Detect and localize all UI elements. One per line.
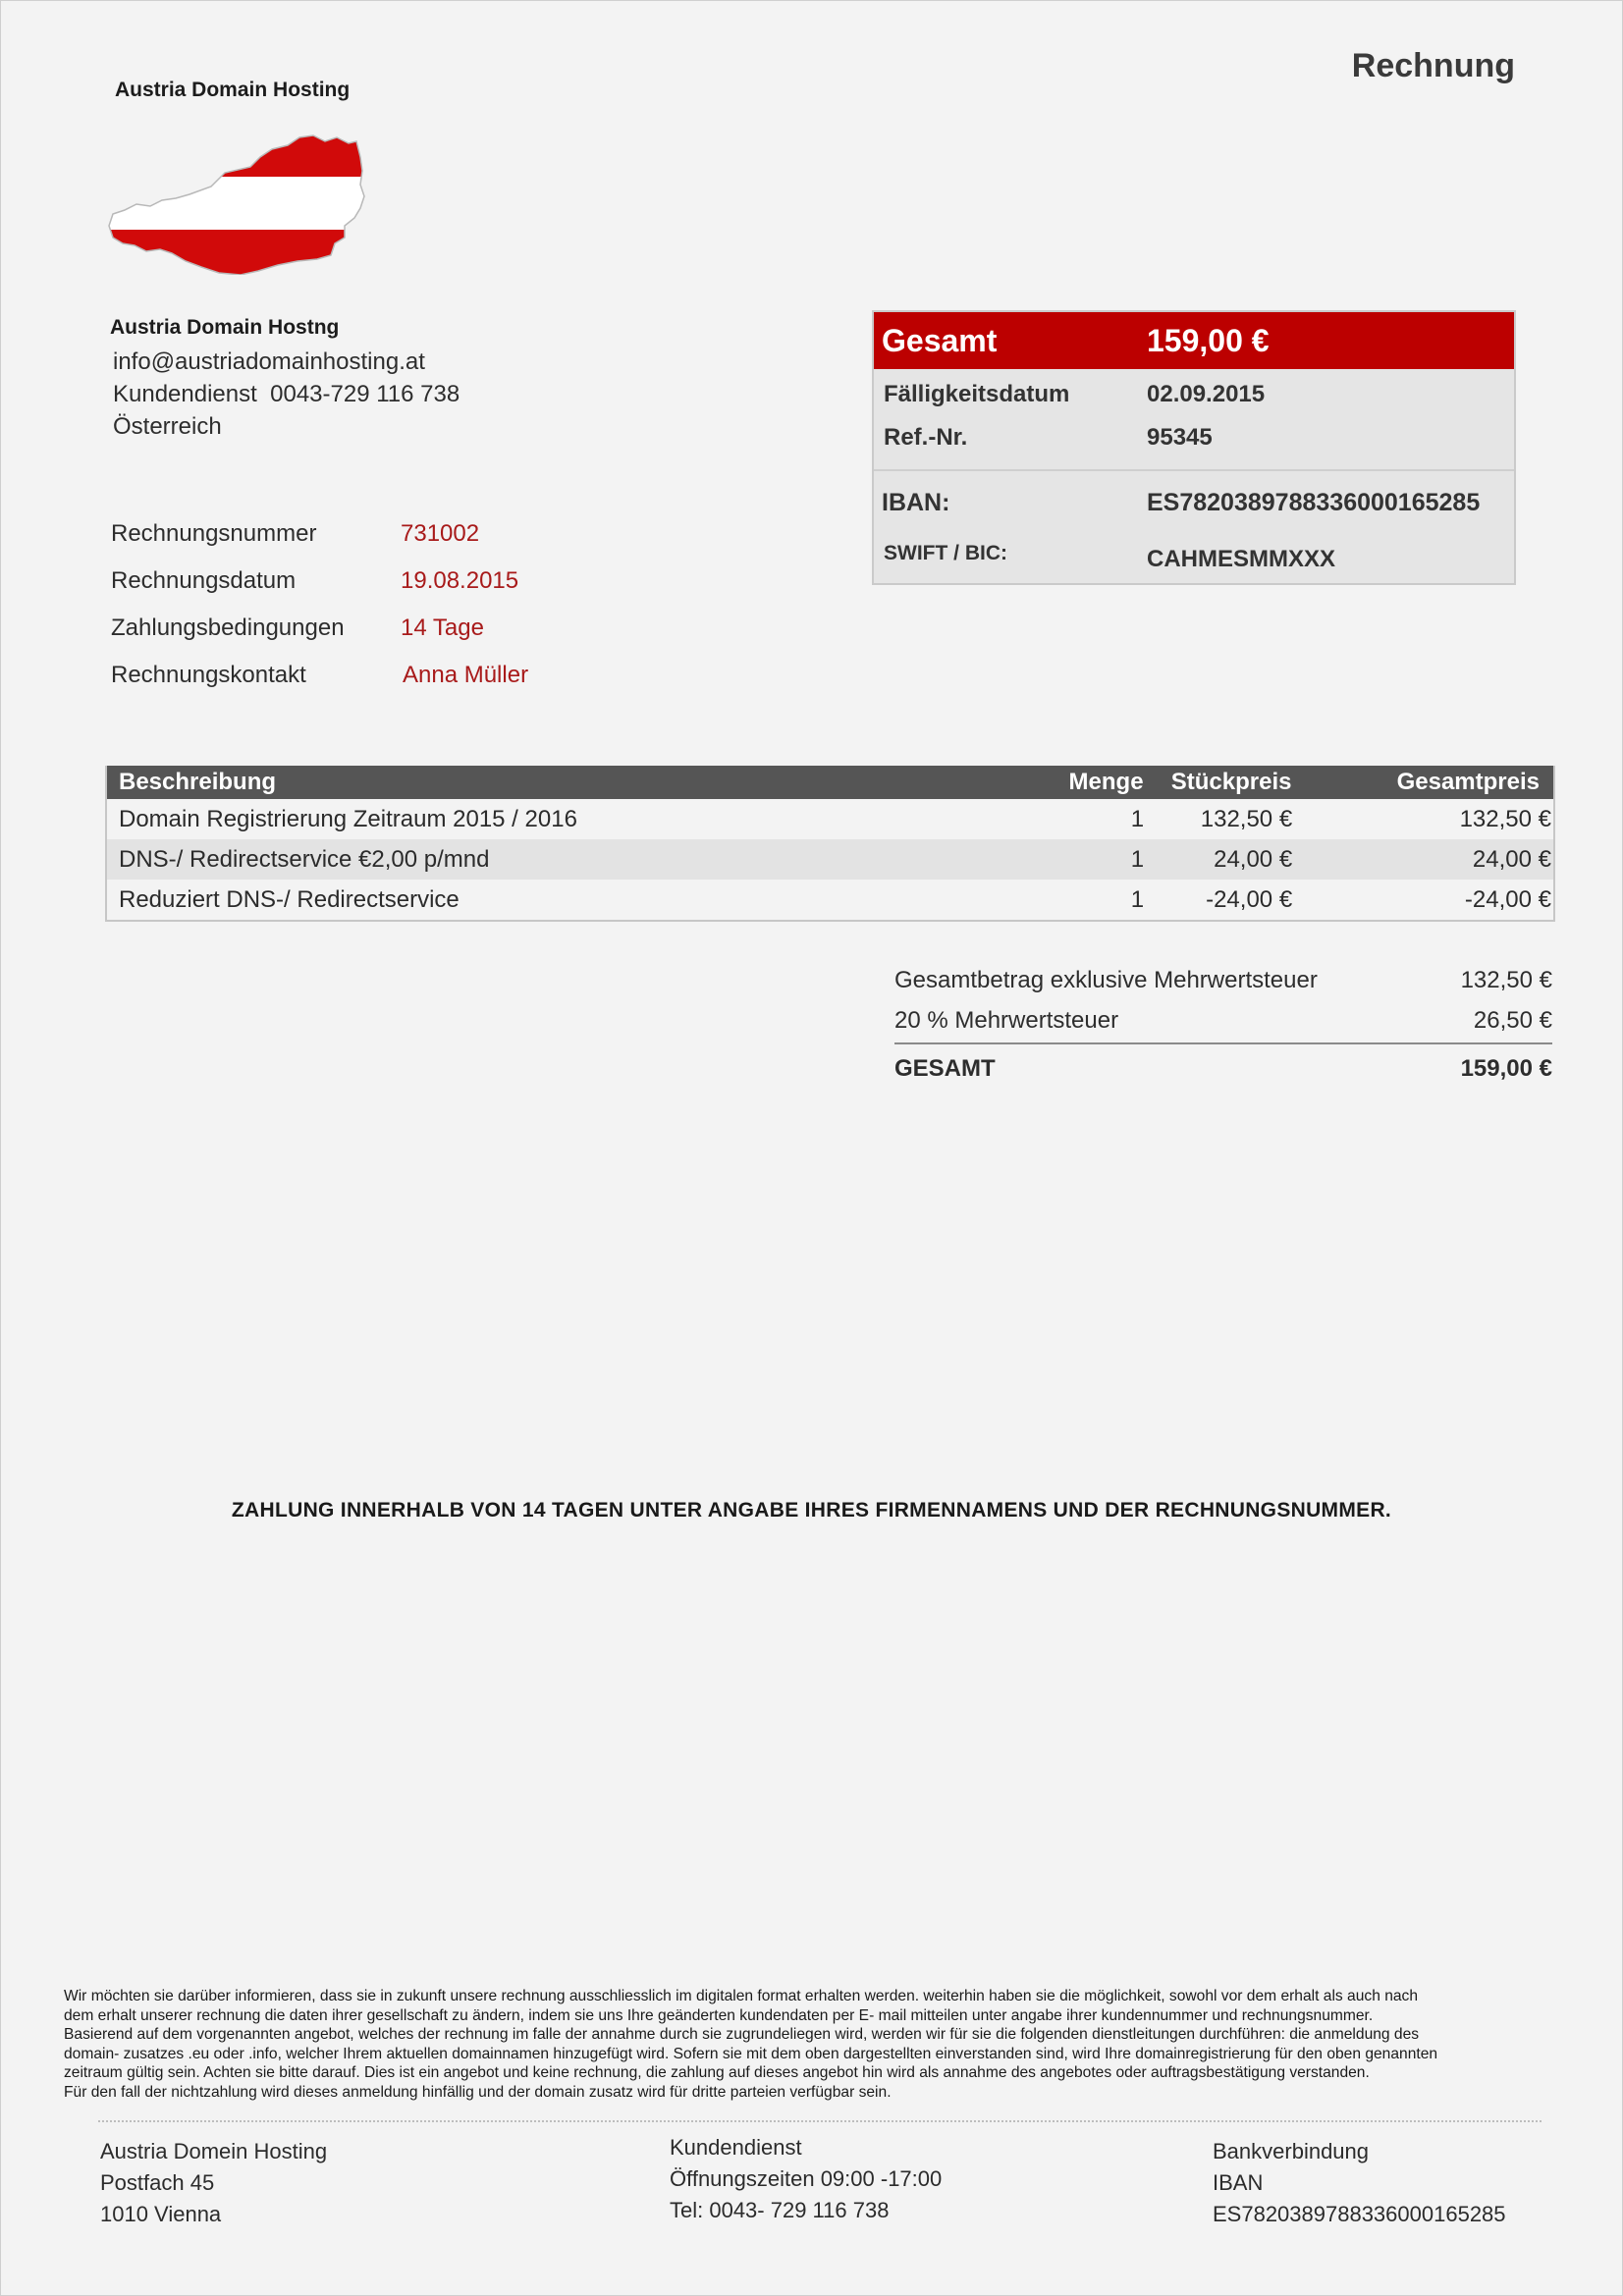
- cell-unit-price: 132,50 €: [1200, 805, 1293, 832]
- summary-due-row: [874, 381, 1514, 424]
- meta-label: Rechnungsnummer: [111, 520, 317, 547]
- header-description: Beschreibung: [119, 769, 277, 795]
- meta-value: Anna Müller: [403, 662, 529, 688]
- totals-grand-label: GESAMT: [894, 1054, 996, 1082]
- footer-bank-iban-value: ES7820389788336000165285: [1213, 2202, 1506, 2226]
- cell-total: -24,00 €: [1464, 885, 1551, 913]
- meta-row-invoice-number: [111, 520, 528, 567]
- austria-flag-map-logo: [103, 128, 368, 275]
- footer-service-phone: Tel: 0043- 729 116 738: [670, 2198, 890, 2222]
- logo-company-name: Austria Domain Hosting: [115, 79, 351, 101]
- totals-net-row: [894, 960, 1552, 1000]
- cell-total: 132,50 €: [1459, 805, 1551, 832]
- disclaimer-line: Basierend auf dem vorgenannten angebot, welches der rechnung im falle der annahme durch sie zugrundeliegen wird, werden wir für sie die folgenden dienstleitungen durchführen: die anmeldung des: [64, 2026, 1420, 2043]
- meta-value: 14 Tage: [401, 614, 484, 641]
- table-row: [107, 880, 1553, 920]
- totals-divider: [894, 1042, 1552, 1044]
- disclaimer-line: Wir möchten sie darüber informieren, dass sie in zukunft unsere rechnung ausschliesslich im digitalen format erhalten werden. weiterhin haben sie die möglichkeit, sowohl vor dem erhalt als auch nach: [64, 1988, 1419, 2004]
- disclaimer-line: dem erhalt unserer rechnung die daten ihrer gesellschaft zu ändern, indem sie uns Ihre geänderten kundendaten per E- mail mitteilen unter angabe ihrer kundennummer und rechnungsnummer.: [64, 2006, 1374, 2024]
- summary-due-label: Fälligkeitsdatum: [884, 381, 1070, 407]
- footer-company-city: 1010 Vienna: [100, 2202, 222, 2226]
- totals-vat-row: [894, 1000, 1552, 1041]
- totals-grand-row: [894, 1048, 1552, 1089]
- invoice-meta: [111, 520, 528, 709]
- footer-company-name: Austria Domein Hosting: [100, 2139, 328, 2163]
- header-total: Gesamtpreis: [1396, 769, 1540, 795]
- cell-total: 24,00 €: [1472, 845, 1551, 873]
- summary-iban-label: IBAN:: [882, 489, 950, 516]
- summary-due-value: 02.09.2015: [1147, 381, 1266, 407]
- cell-description: Reduziert DNS-/ Redirectservice: [119, 885, 460, 913]
- meta-row-contact: [111, 662, 528, 709]
- summary-ref-label: Ref.-Nr.: [884, 424, 968, 451]
- meta-row-invoice-date: [111, 567, 528, 614]
- document-title: Rechnung: [1351, 47, 1515, 84]
- totals-block: [894, 960, 1552, 1089]
- meta-value: 19.08.2015: [401, 567, 519, 594]
- payment-note: ZAHLUNG INNERHALB VON 14 TAGEN UNTER ANGABE IHRES FIRMENNAMENS UND DER RECHNUNGSNUMMER.: [231, 1499, 1392, 1522]
- totals-vat-label: 20 % Mehrwertsteuer: [894, 1006, 1119, 1034]
- summary-total-value: 159,00 €: [1147, 322, 1270, 358]
- footer-bank-title: Bankverbindung: [1213, 2139, 1370, 2163]
- sender-name: Austria Domain Hostng: [110, 316, 340, 339]
- footer-service-hours: Öffnungszeiten 09:00 -17:00: [670, 2166, 943, 2191]
- cell-description: Domain Registrierung Zeitraum 2015 / 2016: [119, 805, 577, 832]
- disclaimer-line: zeitraum gültig sein. Achten sie bitte darauf. Dies ist ein angebot und keine rechnung, die zahlung auf dieses angebot hin wird als annahme des angebotes oder auftragsbestätigung verstanden.: [64, 2064, 1370, 2081]
- summary-iban-row: [874, 489, 1514, 542]
- summary-swift-value: CAHMESMMXXX: [1147, 546, 1336, 572]
- totals-vat-value: 26,50 €: [1473, 1006, 1552, 1034]
- table-row: [107, 799, 1553, 839]
- summary-swift-label: SWIFT / BIC:: [884, 542, 1007, 564]
- footer-service-title: Kundendienst: [670, 2135, 802, 2160]
- table-header: [107, 766, 1553, 799]
- meta-row-payment-terms: [111, 614, 528, 662]
- disclaimer-line: domain- zusatzes .eu oder .info, welcher Ihrem aktuellen domainnamen hinzugefügt wird. Sofern sie mit dem oben dargestellten einverstanden sind, wird Ihre domainregistrierung für den oben genannten: [64, 2045, 1438, 2062]
- meta-value: 731002: [401, 520, 480, 547]
- sender-service-line: Kundendienst 0043-729 116 738: [113, 381, 460, 407]
- sender-country: Österreich: [113, 413, 222, 440]
- totals-net-label: Gesamtbetrag exklusive Mehrwertsteuer: [894, 966, 1318, 993]
- disclaimer-text: [64, 1987, 1566, 2102]
- summary-divider: [874, 469, 1514, 471]
- totals-net-value: 132,50 €: [1460, 966, 1552, 993]
- summary-swift-row: [874, 542, 1514, 577]
- line-items-table: [105, 766, 1555, 922]
- footer-company: [100, 2136, 327, 2230]
- footer-bank-iban-label: IBAN: [1213, 2170, 1264, 2195]
- cell-description: DNS-/ Redirectservice €2,00 p/mnd: [119, 845, 490, 873]
- footer-company-po-box: Postfach 45: [100, 2170, 215, 2195]
- header-unit-price: Stückpreis: [1170, 769, 1292, 795]
- cell-quantity: 1: [1130, 805, 1145, 832]
- footer-service: [670, 2132, 942, 2226]
- summary-total-label: Gesamt: [882, 322, 998, 358]
- meta-label: Zahlungsbedingungen: [111, 614, 345, 641]
- header-quantity: Menge: [1068, 769, 1144, 795]
- summary-ref-row: [874, 424, 1514, 459]
- sender-email: info@austriadomainhosting.at: [113, 348, 425, 375]
- disclaimer-line: Für den fall der nichtzahlung wird dieses anmeldung hinfällig und der domain zusatz wird für dritte parteien verfügbar sein.: [64, 2083, 892, 2101]
- summary-box: [872, 310, 1516, 585]
- meta-label: Rechnungskontakt: [111, 662, 306, 688]
- summary-ref-value: 95345: [1147, 424, 1213, 451]
- cell-quantity: 1: [1130, 845, 1145, 873]
- footer-bank: [1213, 2136, 1506, 2230]
- cell-unit-price: 24,00 €: [1214, 845, 1293, 873]
- meta-label: Rechnungsdatum: [111, 567, 297, 594]
- summary-total-header: [874, 312, 1514, 369]
- summary-iban-value: ES7820389788336000165285: [1147, 489, 1481, 516]
- footer-divider: [98, 2120, 1542, 2122]
- cell-quantity: 1: [1130, 885, 1145, 913]
- cell-unit-price: -24,00 €: [1206, 885, 1293, 913]
- table-row: [107, 839, 1553, 880]
- sender-address: [110, 316, 460, 443]
- totals-grand-value: 159,00 €: [1460, 1054, 1552, 1082]
